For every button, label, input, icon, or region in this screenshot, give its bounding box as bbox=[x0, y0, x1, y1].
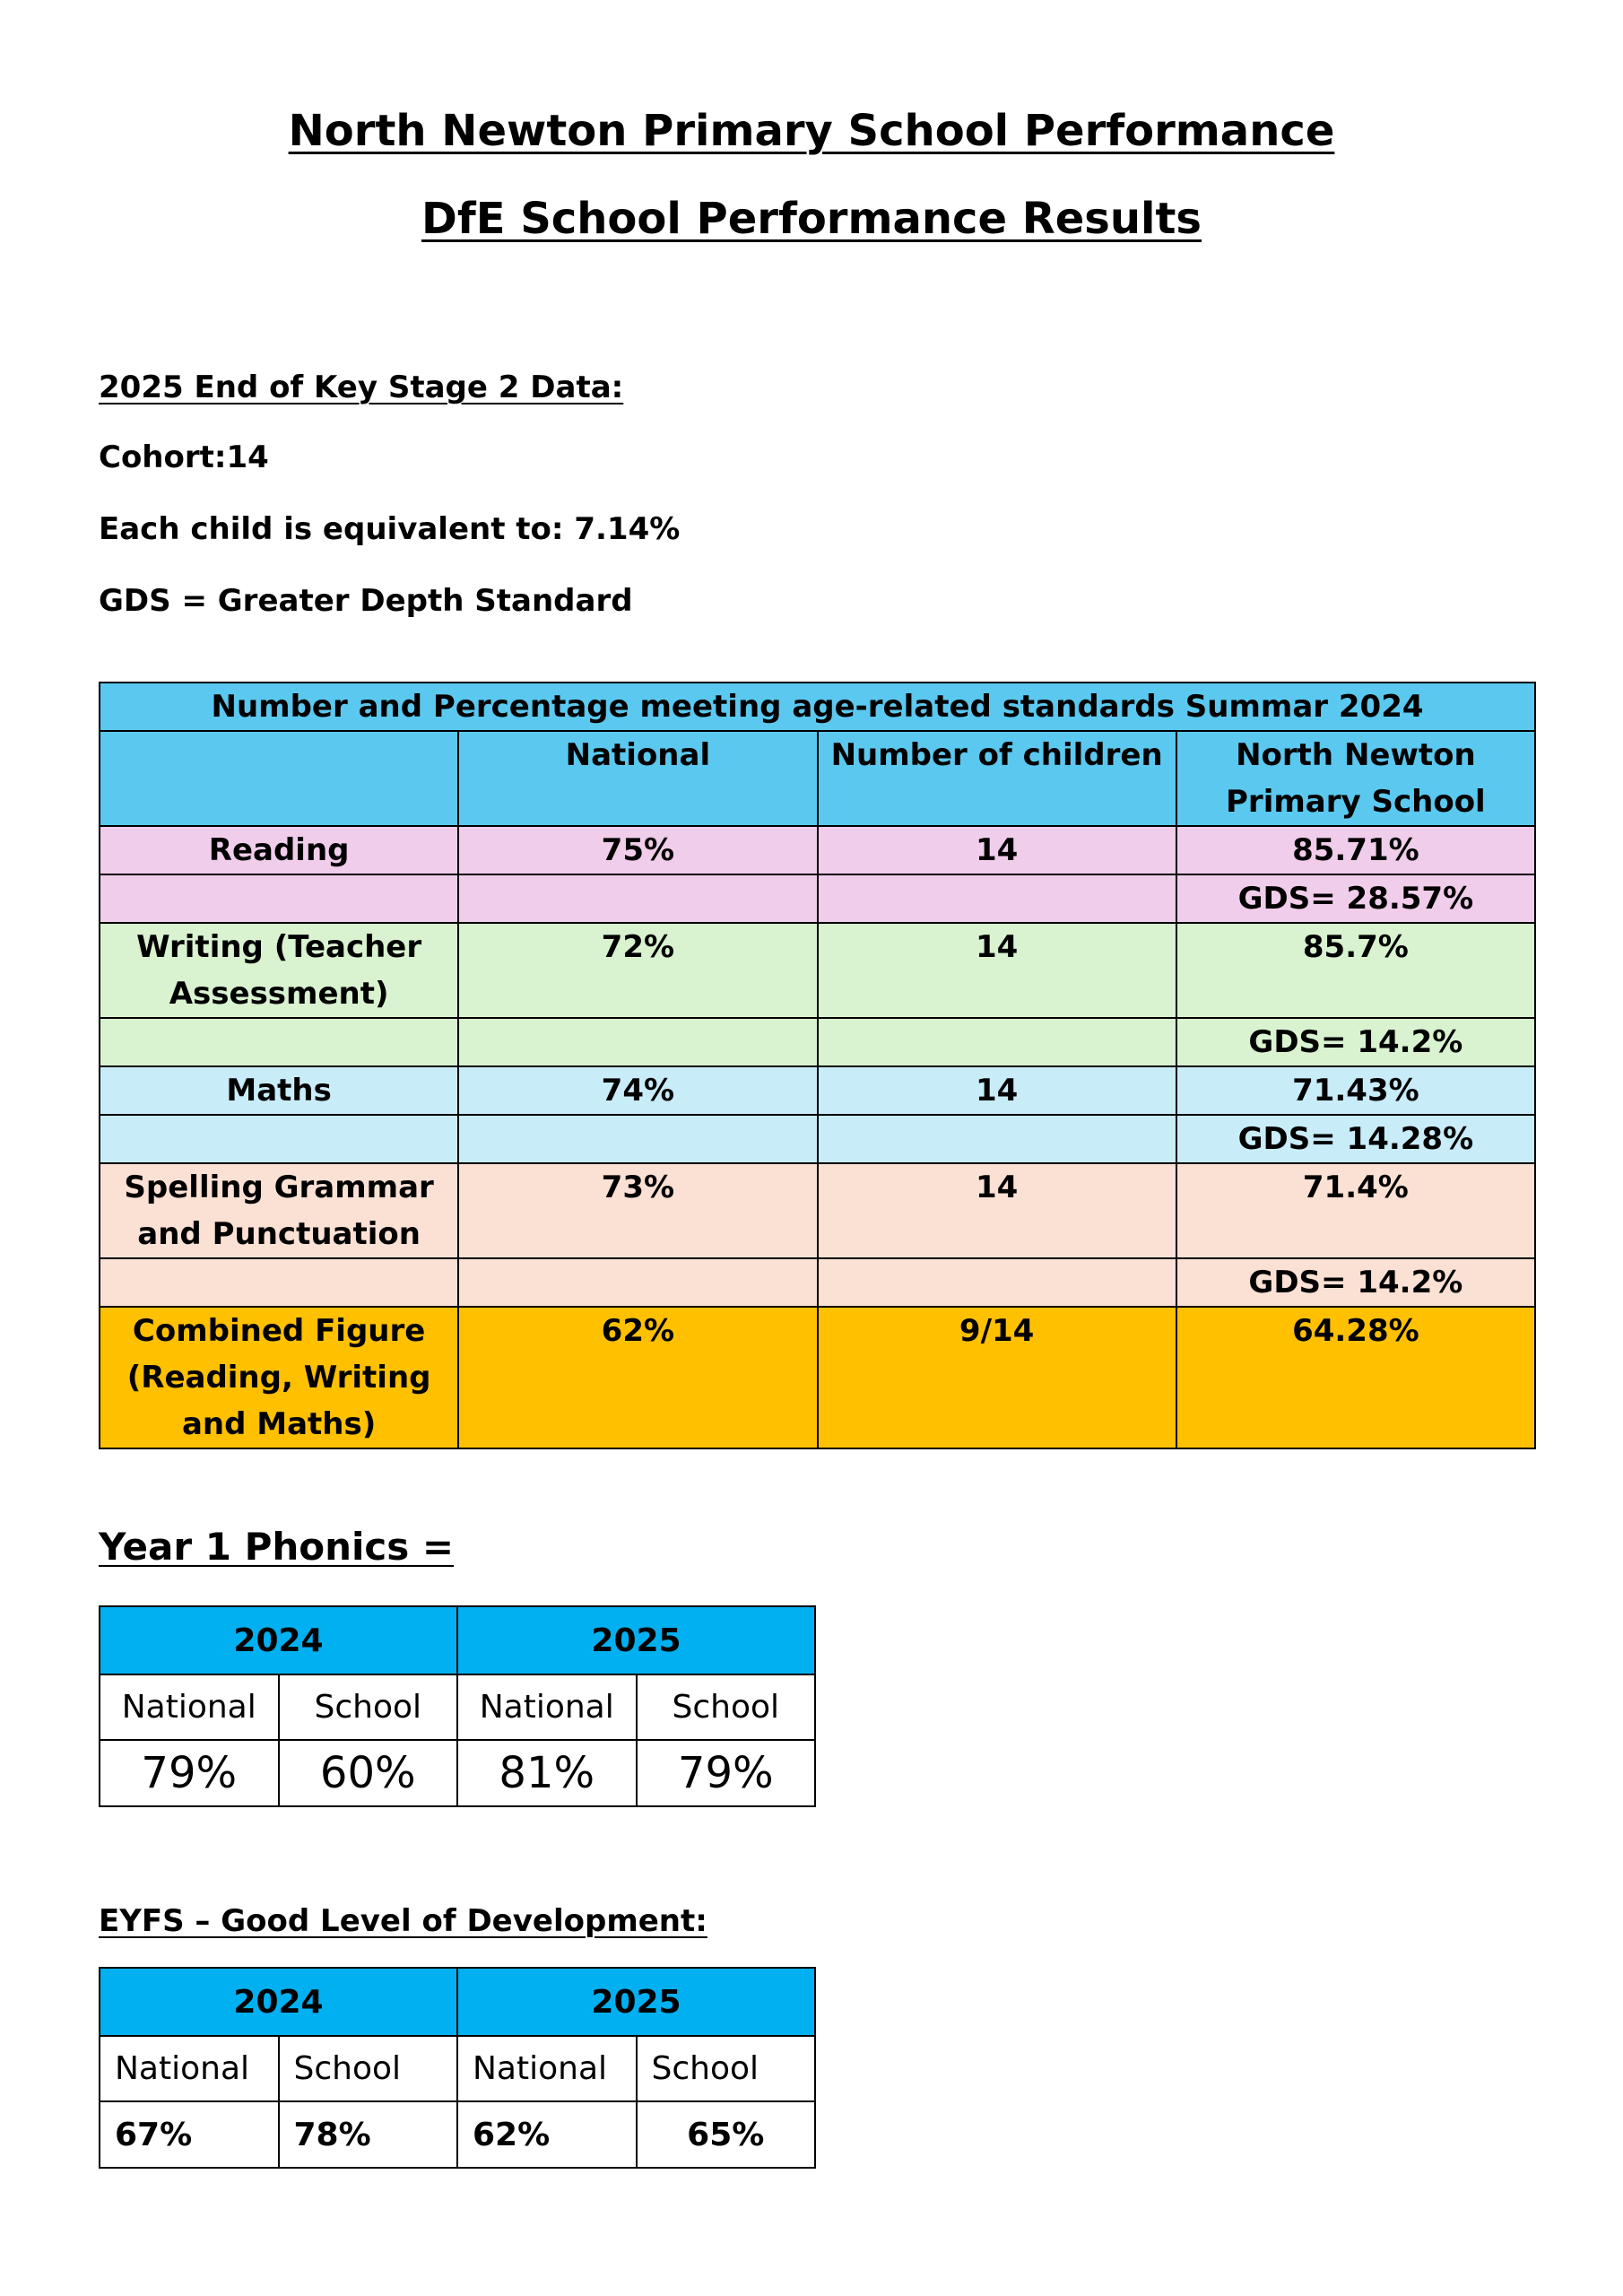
table-row bbox=[100, 1018, 1535, 1066]
school-cell: 71.43% bbox=[1176, 1066, 1535, 1115]
gds-definition: GDS = Greater Depth Standard bbox=[99, 583, 633, 619]
national-cell: 62% bbox=[458, 1307, 817, 1448]
national-cell: 73% bbox=[458, 1163, 817, 1258]
value-cell: 60% bbox=[279, 1740, 458, 1806]
column-header bbox=[100, 731, 458, 826]
ks2-results-table bbox=[99, 682, 1536, 1449]
column-label: School bbox=[279, 1674, 458, 1740]
column-label: National bbox=[100, 1674, 279, 1740]
children-cell: 14 bbox=[818, 826, 1176, 874]
label-row bbox=[100, 1674, 815, 1740]
column-header: National bbox=[458, 731, 817, 826]
year-row bbox=[100, 1606, 815, 1674]
year-header: 2025 bbox=[457, 1968, 815, 2036]
page-title: North Newton Primary School Performance bbox=[288, 106, 1335, 156]
national-cell: 72% bbox=[458, 923, 817, 1018]
gds-cell: GDS= 28.57% bbox=[1176, 874, 1535, 923]
subject-cell: Writing (Teacher Assessment) bbox=[100, 923, 458, 1018]
children-cell: 9/14 bbox=[818, 1307, 1176, 1448]
column-label: National bbox=[100, 2036, 279, 2101]
each-child-text: Each child is equivalent to: 7.14% bbox=[99, 511, 681, 547]
ks2-heading: 2025 End of Key Stage 2 Data: bbox=[99, 370, 624, 405]
table-row bbox=[100, 1258, 1535, 1307]
column-label: National bbox=[457, 1674, 637, 1740]
column-label: School bbox=[637, 1674, 816, 1740]
gds-cell: GDS= 14.28% bbox=[1176, 1115, 1535, 1163]
column-header: Number of children bbox=[818, 731, 1176, 826]
national-cell: 75% bbox=[458, 826, 817, 874]
subject-cell: Spelling Grammar and Punctuation bbox=[100, 1163, 458, 1258]
table-row bbox=[100, 874, 1535, 923]
table-row bbox=[100, 1163, 1535, 1258]
school-cell: 85.7% bbox=[1176, 923, 1535, 1018]
school-cell: 64.28% bbox=[1176, 1307, 1535, 1448]
cohort-text: Cohort:14 bbox=[99, 439, 269, 475]
table-row bbox=[100, 1066, 1535, 1115]
column-header: North Newton Primary School bbox=[1176, 731, 1535, 826]
gds-cell: GDS= 14.2% bbox=[1176, 1018, 1535, 1066]
year-header: 2024 bbox=[100, 1968, 457, 2036]
label-row bbox=[100, 2036, 815, 2101]
gds-cell: GDS= 14.2% bbox=[1176, 1258, 1535, 1307]
value-cell: 62% bbox=[457, 2101, 637, 2168]
value-cell: 78% bbox=[279, 2101, 458, 2168]
children-cell: 14 bbox=[818, 1066, 1176, 1115]
year-header: 2024 bbox=[100, 1606, 457, 1674]
value-cell: 67% bbox=[100, 2101, 279, 2168]
subject-cell: Reading bbox=[100, 826, 458, 874]
phonics-table bbox=[99, 1605, 816, 1807]
subject-cell: Combined Figure (Reading, Writing and Maths) bbox=[100, 1307, 458, 1448]
table-row bbox=[100, 923, 1535, 1018]
value-row bbox=[100, 2101, 815, 2168]
column-label: School bbox=[637, 2036, 816, 2101]
table-header-row bbox=[100, 731, 1535, 826]
school-cell: 85.71% bbox=[1176, 826, 1535, 874]
page-subtitle: DfE School Performance Results bbox=[421, 194, 1202, 244]
table-row bbox=[100, 1307, 1535, 1448]
value-cell: 79% bbox=[100, 1740, 279, 1806]
value-cell: 65% bbox=[637, 2101, 816, 2168]
table-row bbox=[100, 1115, 1535, 1163]
children-cell: 14 bbox=[818, 923, 1176, 1018]
eyfs-heading: EYFS – Good Level of Development: bbox=[99, 1903, 707, 1939]
table-caption-row bbox=[100, 683, 1535, 731]
year-row bbox=[100, 1968, 815, 2036]
eyfs-table bbox=[99, 1967, 816, 2169]
phonics-heading: Year 1 Phonics = bbox=[99, 1525, 455, 1569]
column-label: School bbox=[279, 2036, 458, 2101]
national-cell: 74% bbox=[458, 1066, 817, 1115]
table-caption: Number and Percentage meeting age-related standards Summar 2024 bbox=[100, 683, 1535, 731]
table-row bbox=[100, 826, 1535, 874]
value-cell: 81% bbox=[457, 1740, 637, 1806]
column-label: National bbox=[457, 2036, 637, 2101]
school-cell: 71.4% bbox=[1176, 1163, 1535, 1258]
subject-cell: Maths bbox=[100, 1066, 458, 1115]
children-cell: 14 bbox=[818, 1163, 1176, 1258]
year-header: 2025 bbox=[457, 1606, 815, 1674]
value-row bbox=[100, 1740, 815, 1806]
value-cell: 79% bbox=[637, 1740, 816, 1806]
